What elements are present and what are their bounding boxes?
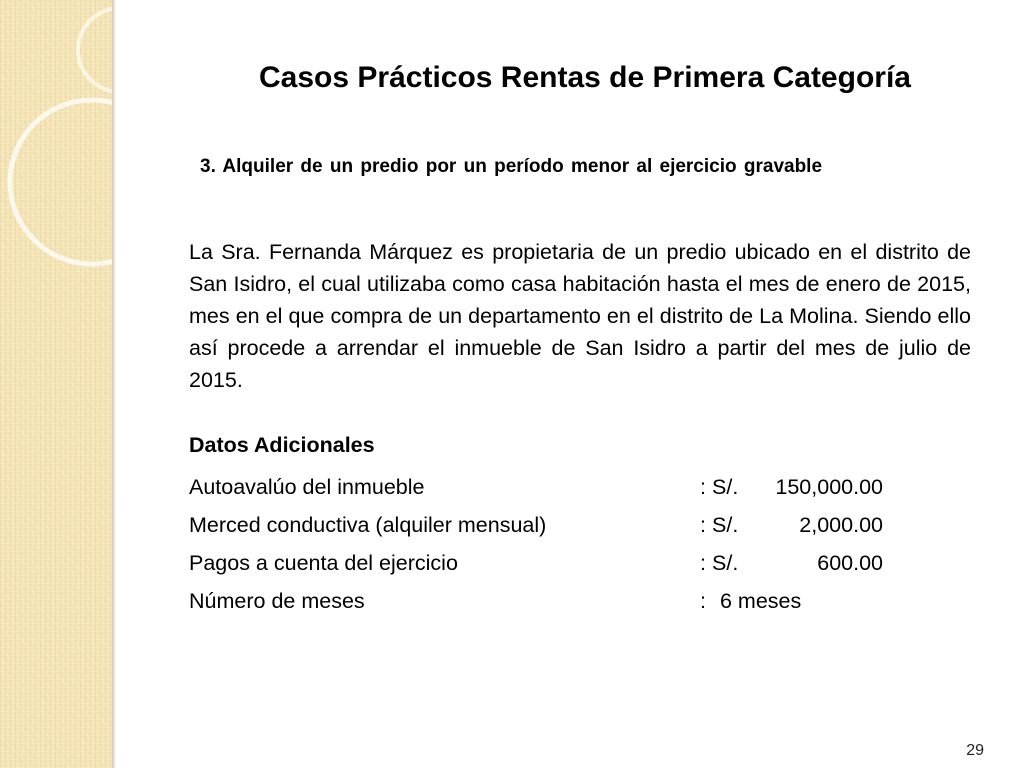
side-band-shadow [112, 0, 116, 768]
decorative-rings [0, 0, 112, 768]
decorative-ring-large [10, 100, 112, 264]
data-row-merced [189, 506, 909, 544]
data-separator: : [700, 513, 706, 537]
data-label: Número de meses [189, 589, 365, 613]
data-label: Autoavalúo del inmueble [189, 475, 425, 499]
data-amount: 2,000.00 [799, 513, 883, 537]
decorative-ring-small [78, 8, 112, 92]
data-amount: 600.00 [817, 551, 883, 575]
case-description: La Sra. Fernanda Márquez es propietaria de un predio ubicado en el distrito de San Isidro, el cual utilizaba como casa habitación hasta el mes de enero de 2015, mes en el que compra de un departamento en el distrito de La Molina. Siendo ello así procede a arrendar el inmueble de San Isidro a partir del mes de julio de 2015. [189, 240, 971, 392]
data-row-pagos [189, 544, 909, 582]
data-row-meses [189, 582, 909, 620]
data-currency: S/. [712, 551, 739, 575]
page-number: 29 [966, 742, 984, 759]
case-subtitle: 3. Alquiler de un predio por un período menor al ejercicio gravable [200, 156, 823, 177]
data-currency: S/. [712, 513, 739, 537]
slide-title: Casos Prácticos Rentas de Primera Categoría [259, 61, 911, 94]
additional-data-list [189, 468, 909, 620]
data-label: Merced conductiva (alquiler mensual) [189, 513, 547, 537]
data-currency: S/. [712, 475, 739, 499]
data-separator: : [700, 551, 706, 575]
data-row-autoavaluo [189, 468, 909, 506]
additional-data-heading: Datos Adicionales [189, 433, 375, 457]
data-separator: : [700, 475, 706, 499]
decorative-side-band [0, 0, 112, 768]
data-label: Pagos a cuenta del ejercicio [189, 551, 458, 575]
data-separator: : [700, 589, 706, 613]
data-value: 6 meses [720, 589, 802, 613]
data-amount: 150,000.00 [775, 475, 883, 499]
